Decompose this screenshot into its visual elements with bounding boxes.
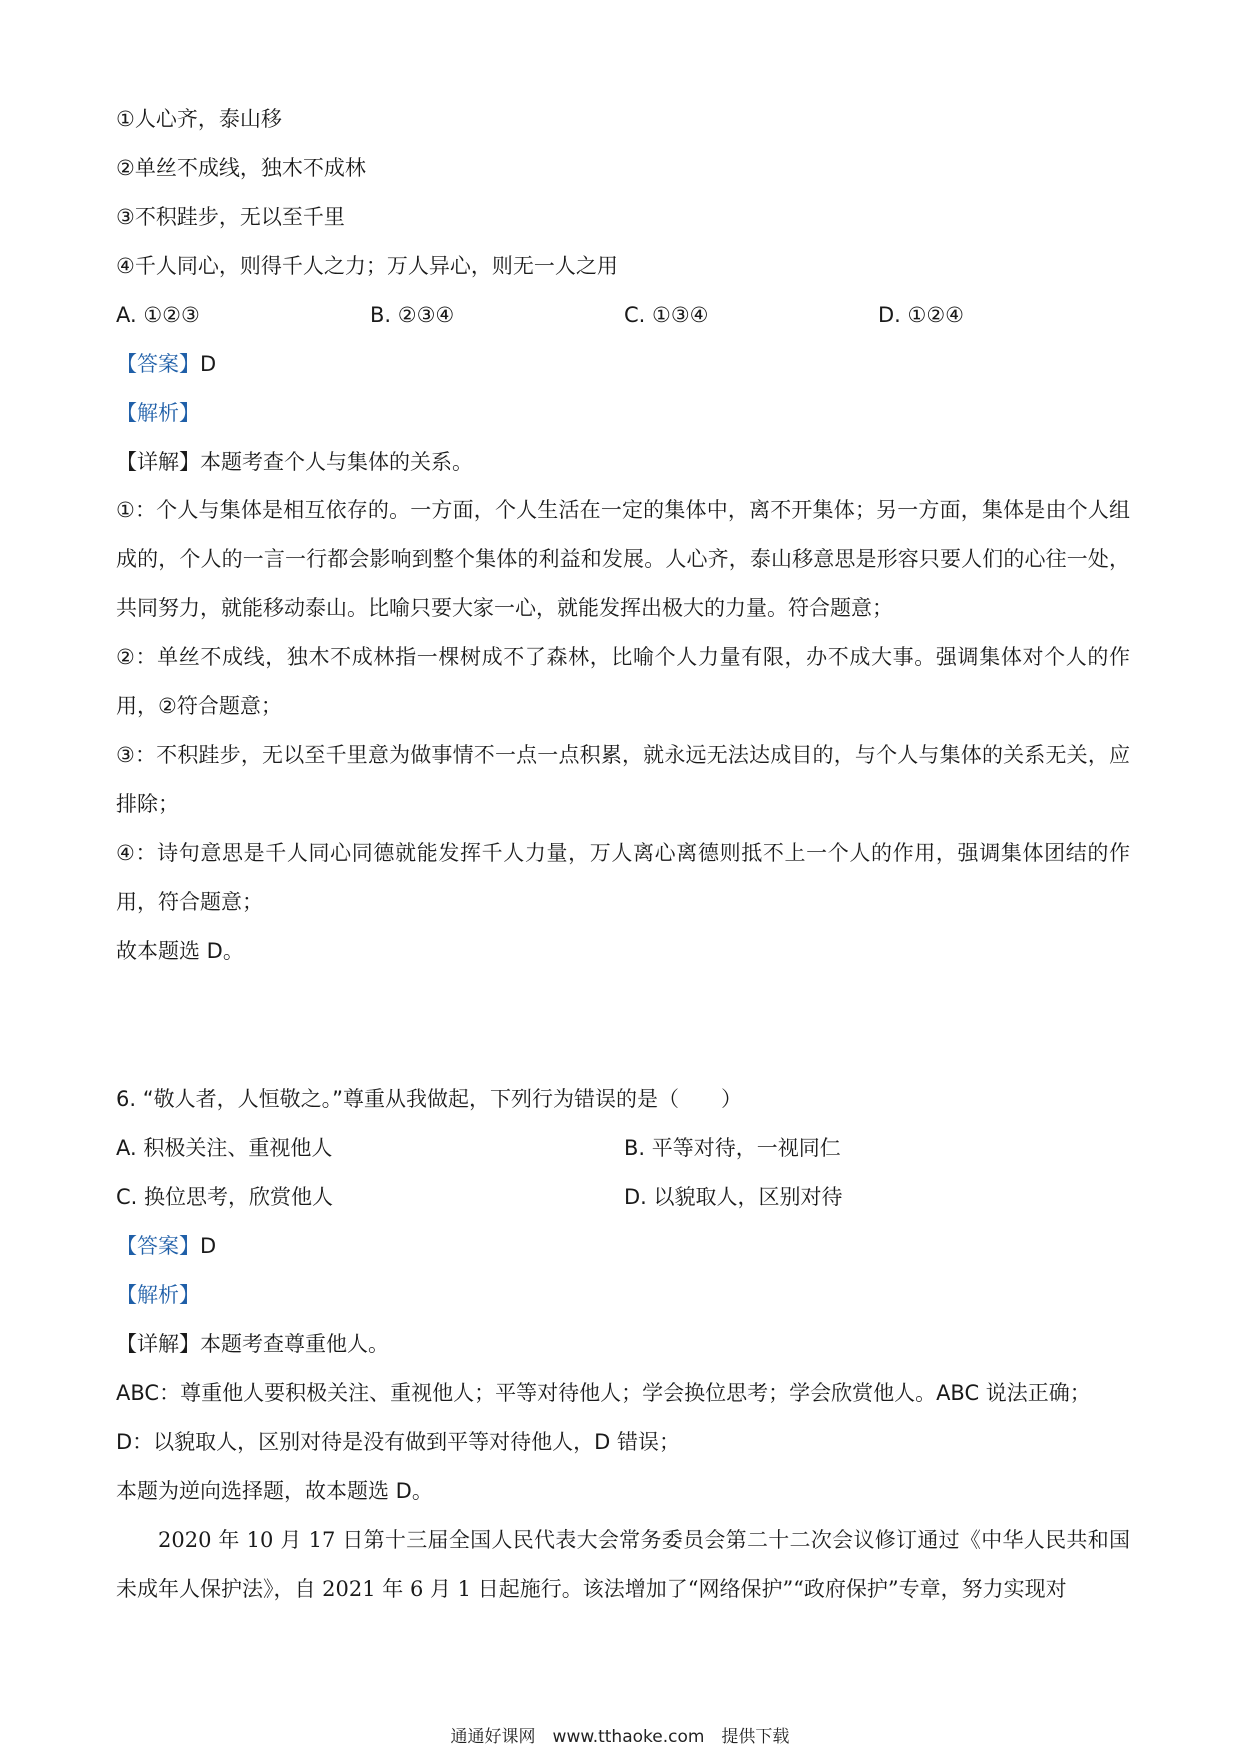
q6-detail: 【详解】本题考查尊重他人。 <box>116 1332 389 1356</box>
answer-tag: 【答案】 <box>116 1234 200 1258</box>
q6-answer <box>116 1232 216 1260</box>
q5-explain-1: ①：个人与集体是相互依存的。一方面，个人生活在一定的集体中，离不开集体；另一方面，集体是由个人组成的，个人的一言一行都会影响到整个集体的利益和发展。人心齐，泰山移意思是形容只要人们的心往一处，共同努力，就能移动泰山。比喻只要大家一心，就能发挥出极大的力量。符合题意； <box>116 498 1130 620</box>
q6-option-a: A. 积极关注、重视他人 <box>116 1136 333 1160</box>
q5-answer <box>116 350 216 378</box>
q6-explain-abc: ABC：尊重他人要积极关注、重视他人；平等对待他人；学会换位思考；学会欣赏他人。ABC 说法正确； <box>116 1381 1091 1405</box>
answer-tag: 【答案】 <box>116 352 200 376</box>
answer-value: D <box>200 352 217 376</box>
page-footer: 通通好课网 www.tthaoke.com 提供下载 <box>450 1727 790 1747</box>
q5-detail: 【详解】本题考查个人与集体的关系。 <box>116 450 473 474</box>
q5-item-3: ③不积跬步，无以至千里 <box>116 205 345 229</box>
q6-option-b: B. 平等对待，一视同仁 <box>624 1136 841 1160</box>
q5-option-b: B. ②③④ <box>370 303 455 327</box>
q7-intro: 2020 年 10 月 17 日第十三届全国人民代表大会常务委员会第二十二次会议修订通过《中华人民共和国未成年人保护法》，自 2021 年 6 月 1 日起施行。该法增加了“网络保护”“政府保护”专章，努力实现对 <box>116 1528 1130 1601</box>
q5-explain-3: ③：不积跬步，无以至千里意为做事情不一点一点积累，就永远无法达成目的，与个人与集体的关系无关，应排除； <box>116 743 1130 816</box>
answer-value: D <box>200 1234 217 1258</box>
q5-item-4: ④千人同心，则得千人之力；万人异心，则无一人之用 <box>116 254 618 278</box>
q5-explain-2: ②：单丝不成线，独木不成林指一棵树成不了森林，比喻个人力量有限，办不成大事。强调集体对个人的作用，②符合题意； <box>116 645 1130 718</box>
q5-explain-4: ④：诗句意思是千人同心同德就能发挥千人力量，万人离心离德则抵不上一个人的作用，强调集体团结的作用，符合题意； <box>116 841 1130 914</box>
q6-explain-d: D：以貌取人，区别对待是没有做到平等对待他人，D 错误； <box>116 1430 681 1454</box>
q5-item-1: ①人心齐，泰山移 <box>116 107 282 131</box>
q5-option-c: C. ①③④ <box>624 303 709 327</box>
q6-conclusion: 本题为逆向选择题，故本题选 D。 <box>116 1479 433 1503</box>
q5-option-d: D. ①②④ <box>878 303 964 327</box>
q5-conclusion: 故本题选 D。 <box>116 939 244 963</box>
q5-analysis-tag: 【解析】 <box>116 401 200 425</box>
q6-option-d: D. 以貌取人，区别对待 <box>624 1185 843 1209</box>
q5-item-2: ②单丝不成线，独木不成林 <box>116 156 366 180</box>
q6-analysis-tag: 【解析】 <box>116 1283 200 1307</box>
q6-option-c: C. 换位思考，欣赏他人 <box>116 1185 334 1209</box>
q5-option-a: A. ①②③ <box>116 303 200 327</box>
q6-question: 6. “敬人者，人恒敬之。”尊重从我做起，下列行为错误的是（ ） <box>116 1087 742 1111</box>
